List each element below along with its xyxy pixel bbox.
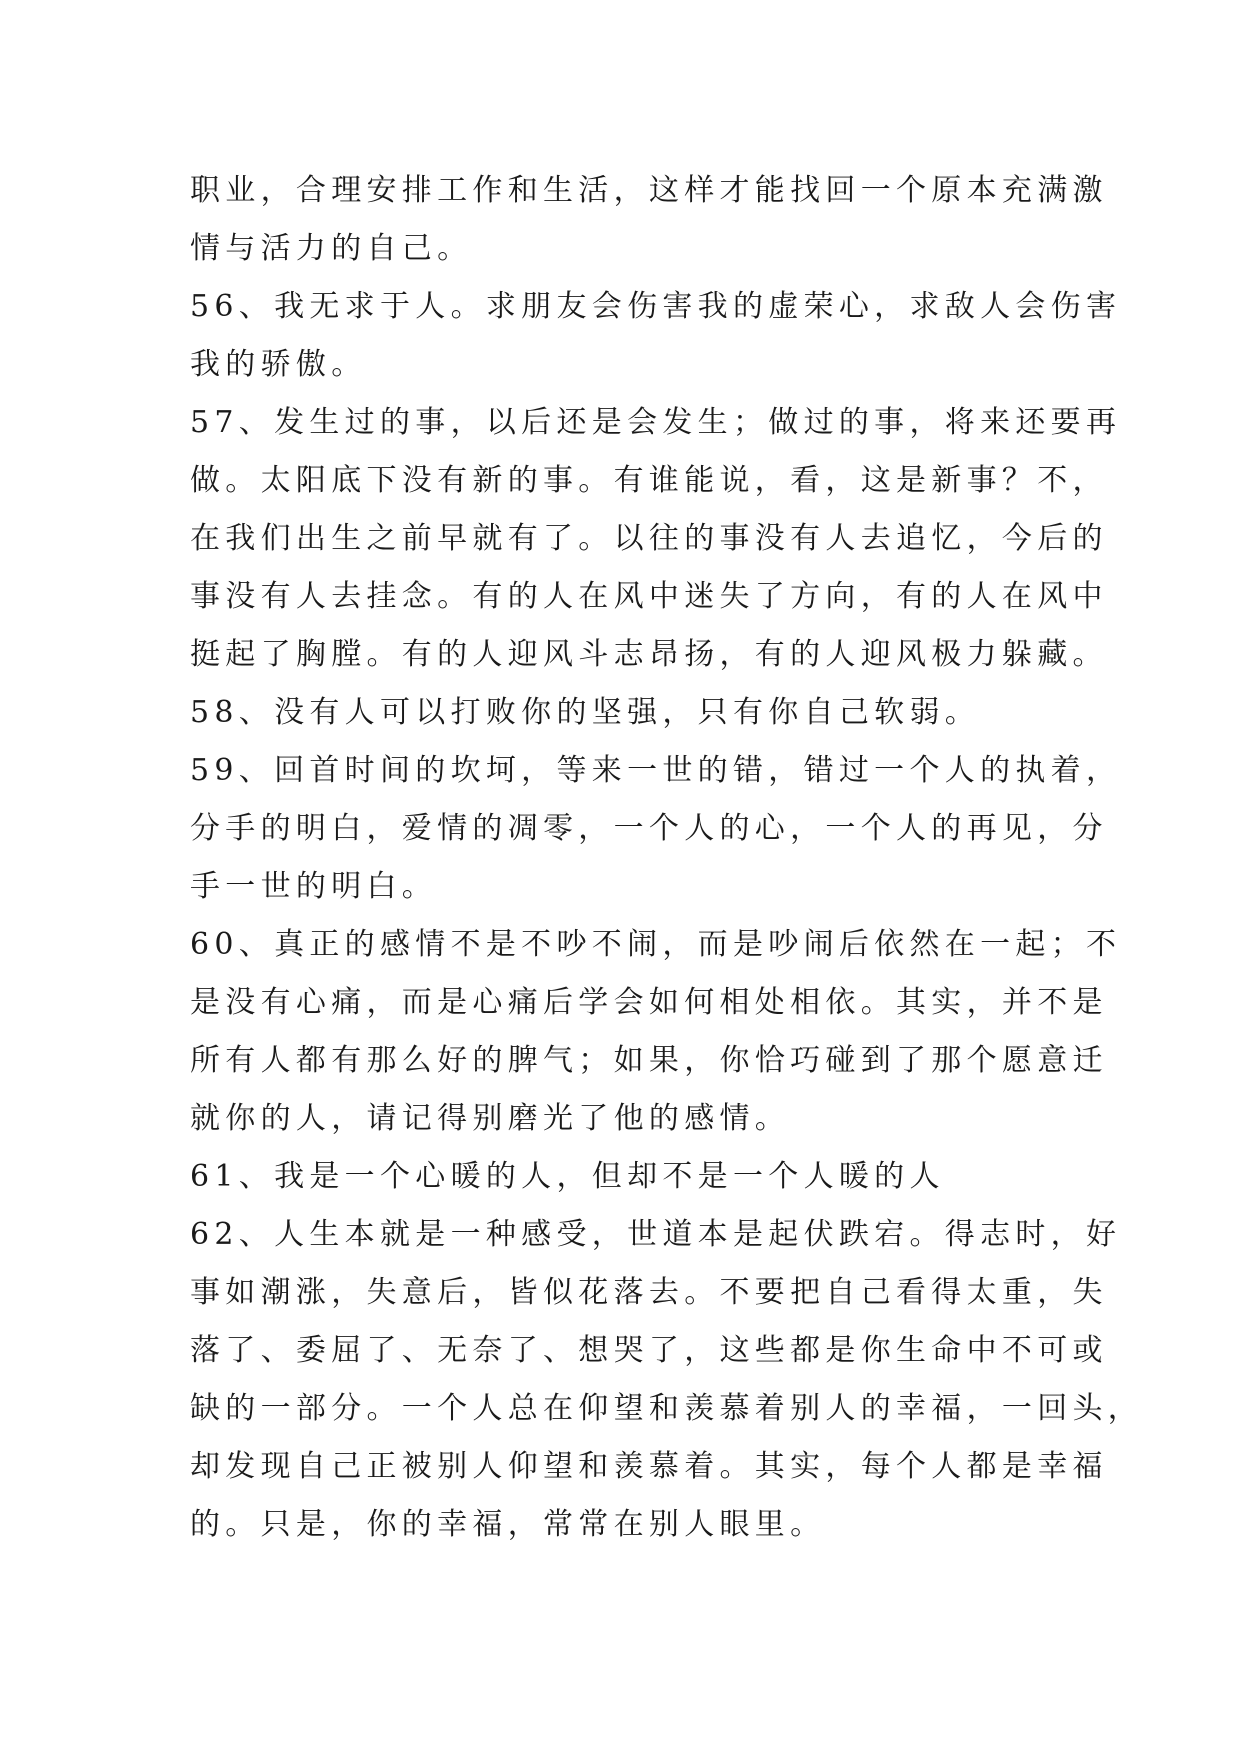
text-line: 职业，合理安排工作和生活，这样才能找回一个原本充满激 <box>190 173 1108 208</box>
document-body <box>190 162 1144 1554</box>
text-line: 就你的人，请记得别磨光了他的感情。 <box>190 1101 791 1136</box>
text-line: 57、发生过的事，以后还是会发生；做过的事，将来还要再 <box>190 405 1122 440</box>
text-line: 在我们出生之前早就有了。以往的事没有人去追忆，今后的 <box>190 521 1108 556</box>
text-line: 是没有心痛，而是心痛后学会如何相处相依。其实，并不是 <box>190 985 1108 1020</box>
text-line: 情与活力的自己。 <box>190 231 473 266</box>
text-line: 的。只是，你的幸福，常常在别人眼里。 <box>190 1507 826 1542</box>
text-line: 挺起了胸膛。有的人迎风斗志昂扬，有的人迎风极力躲藏。 <box>190 637 1108 672</box>
text-line: 56、我无求于人。求朋友会伤害我的虚荣心，求敌人会伤害 <box>190 289 1122 324</box>
text-line: 做。太阳底下没有新的事。有谁能说，看，这是新事？不， <box>190 463 1108 498</box>
text-line: 62、人生本就是一种感受，世道本是起伏跌宕。得志时，好 <box>190 1217 1122 1252</box>
text-line: 所有人都有那么好的脾气；如果，你恰巧碰到了那个愿意迁 <box>190 1043 1108 1078</box>
text-line: 却发现自己正被别人仰望和羡慕着。其实，每个人都是幸福 <box>190 1449 1108 1484</box>
text-line: 手一世的明白。 <box>190 869 438 904</box>
text-line: 分手的明白，爱情的凋零，一个人的心，一个人的再见，分 <box>190 811 1108 846</box>
text-line: 事如潮涨，失意后，皆似花落去。不要把自己看得太重，失 <box>190 1275 1108 1310</box>
text-line: 落了、委屈了、无奈了、想哭了，这些都是你生命中不可或 <box>190 1333 1108 1368</box>
text-line: 61、我是一个心暖的人，但却不是一个人暖的人 <box>190 1159 945 1194</box>
text-line: 事没有人去挂念。有的人在风中迷失了方向，有的人在风中 <box>190 579 1108 614</box>
text-line: 我的骄傲。 <box>190 347 367 382</box>
text-line: 缺的一部分。一个人总在仰望和羡慕着别人的幸福，一回头， <box>190 1391 1144 1426</box>
text-line: 59、回首时间的坎坷，等来一世的错，错过一个人的执着， <box>190 753 1122 788</box>
text-line: 58、没有人可以打败你的坚强，只有你自己软弱。 <box>190 695 981 730</box>
text-line: 60、真正的感情不是不吵不闹，而是吵闹后依然在一起；不 <box>190 927 1122 962</box>
